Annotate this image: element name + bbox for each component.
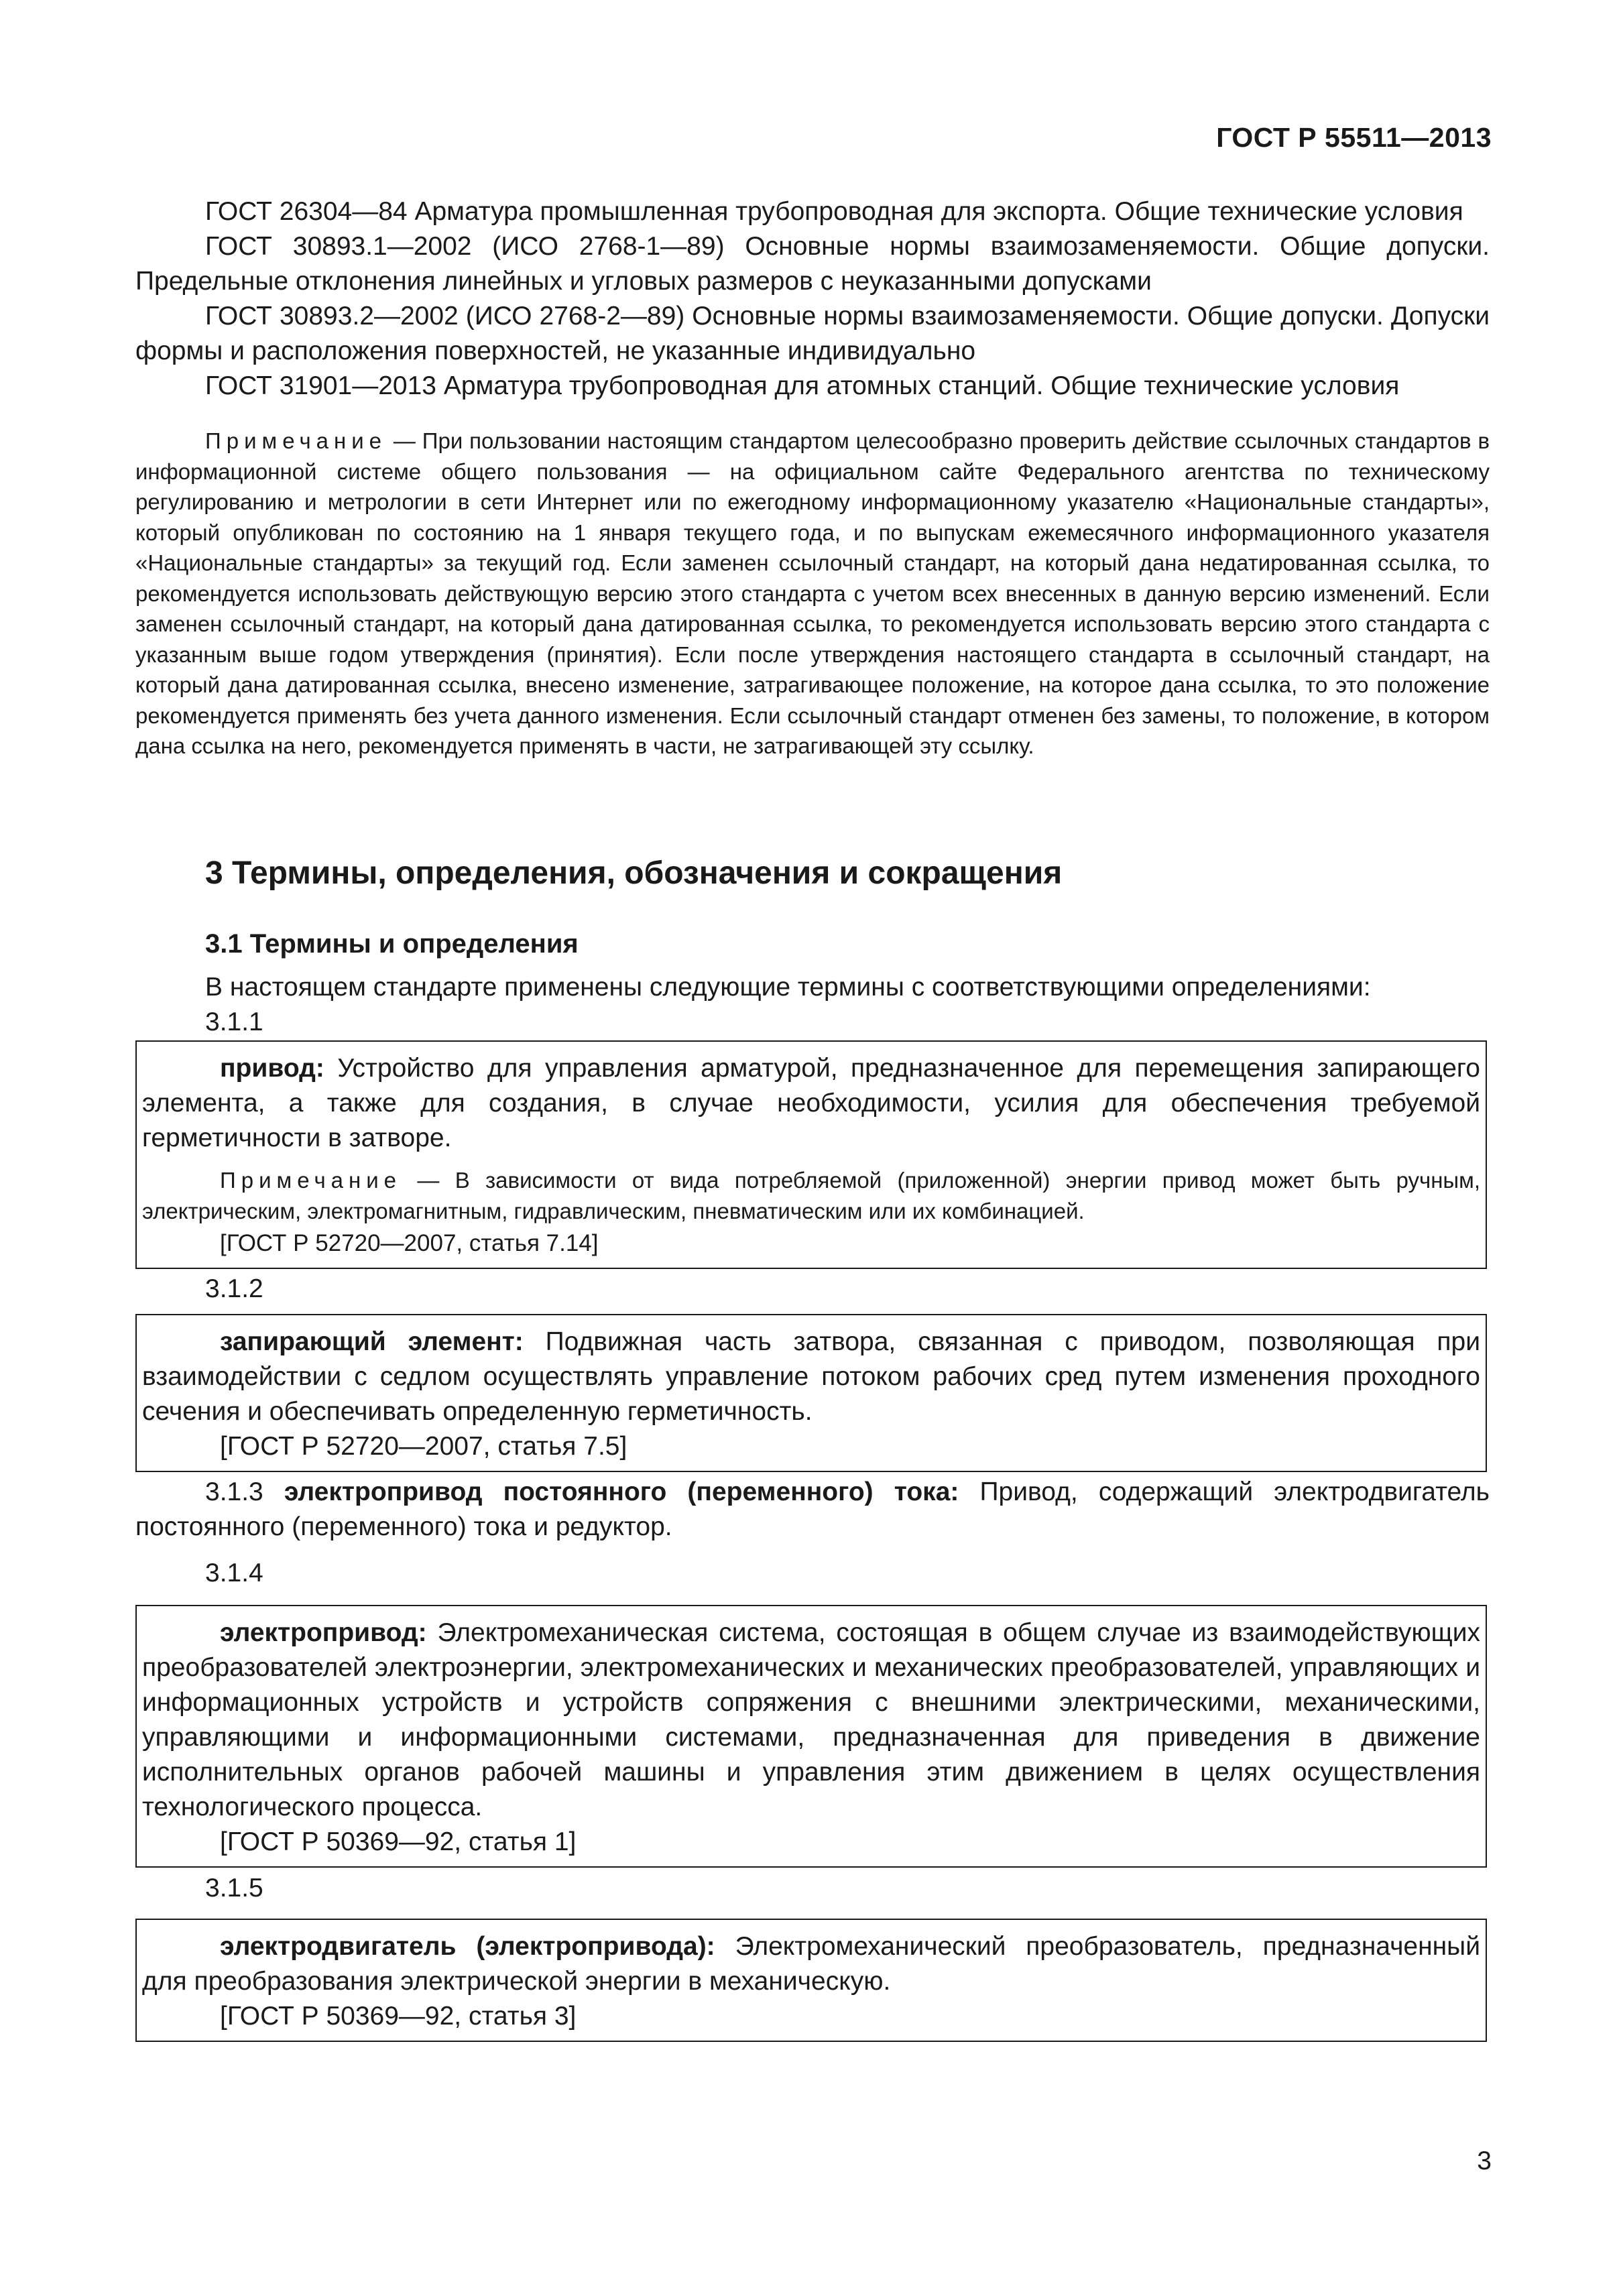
term-name: электропривод постоянного (переменного) тока:: [284, 1477, 959, 1506]
term-number: 3.1.1: [205, 1008, 263, 1036]
term-name: электропривод:: [220, 1618, 427, 1647]
section-intro: В настоящем стандарте применены следующие термины с соответствующими определениями:: [205, 973, 1371, 1002]
term-number: 3.1.2: [205, 1274, 263, 1303]
term-box: [135, 1605, 1487, 1868]
term-name: электродвигатель (электропривода):: [220, 1932, 715, 1961]
term-name: привод:: [220, 1054, 324, 1083]
term-definition: привод: Устройство для управления арматурой, предназначенное для перемещения запирающего элемента, а также для создания, в случае необходимости, усилия для обеспечения требуемой герметичности в затворе.: [142, 1054, 1480, 1152]
note-label: Примечание: [205, 428, 387, 453]
term-note: Примечание — В зависимости от вида потребляемой (приложенной) энергии привод может быть ручным, электрическим, электромагнитным, гидравлическим, пневматическим или их комбинацией.: [142, 1168, 1480, 1223]
term-definition: 3.1.3 электропривод постоянного (переменного) тока: Привод, содержащий электродвигатель постоянного (переменного) тока и редуктор.: [135, 1477, 1490, 1541]
section-title: 3 Термины, определения, обозначения и сокращения: [205, 855, 1063, 891]
term-box: [135, 1919, 1487, 2042]
term-box: [135, 1314, 1487, 1472]
reference-item: ГОСТ 30893.1—2002 (ИСО 2768-1—89) Основные нормы взаимозаменяемости. Общие допуски. Предельные отклонения линейных и угловых размеров с неуказанными допусками: [135, 232, 1490, 296]
term-definition: электродвигатель (электропривода): Электромеханический преобразователь, предназначенный для преобразования электрической энергии в механическую.: [142, 1932, 1480, 1996]
term-inline: [135, 1475, 1490, 1545]
reference-item: ГОСТ 26304—84 Арматура промышленная трубопроводная для экспорта. Общие технические условия: [205, 197, 1463, 226]
document-code: ГОСТ Р 55511—2013: [1216, 122, 1492, 153]
term-source: [ГОСТ Р 50369—92, статья 3]: [220, 2002, 577, 2031]
term-number: 3.1.3: [205, 1477, 263, 1506]
note-text: — При пользовании настоящим стандартом целесообразно проверить действие ссылочных стандартов в информационной системе общего пользования — на официальном сайте Федерального агентства по техническому регулированию и метрологии в сети Интернет или по ежегодному информационному указателю «Национальные стандарты», который опубликован по состоянию на 1 января текущего года, и по выпускам ежемесячного информационного указателя «Национальные стандарты» за текущий год. Если заменен ссылочный стандарт, на который дана недатированная ссылка, то рекомендуется использовать действующую версию этого стандарта с учетом всех внесенных в данную версию изменений. Если заменен ссылочный стандарт, на который дана датированная ссылка, то рекомендуется использовать версию этого стандарта с указанным выше годом утверждения (принятия). Если после утверждения настоящего стандарта в ссылочный стандарт, на который дана датированная ссылка, внесено изменение, затрагивающее положение, на которое дана ссылка, то это положение рекомендуется применять без учета данного изменения. Если ссылочный стандарт отменен без замены, то положение, в котором дана ссылка на него, рекомендуется применять в части, не затрагивающей эту ссылку.: [135, 428, 1490, 758]
page-number: 3: [1477, 2147, 1492, 2175]
term-name: запирающий элемент:: [220, 1327, 524, 1356]
term-number: 3.1.4: [205, 1559, 263, 1587]
term-source: [ГОСТ Р 50369—92, статья 1]: [220, 1827, 577, 1856]
term-definition: электропривод: Электромеханическая система, состоящая в общем случае из взаимодействующих преобразователей электроэнергии, электромеханических и механических преобразователей, управляющих и информационных устройств и устройств сопряжения с внешними электрическими, механическими, управляющими и информационными системами, предназначенная для приведения в движение исполнительных органов рабочей машины и управления этим движением в целях осуществления технологического процесса.: [142, 1618, 1480, 1821]
reference-note: [135, 426, 1490, 762]
term-source: [ГОСТ Р 52720—2007, статья 7.14]: [220, 1230, 599, 1256]
references-list: [135, 194, 1490, 404]
subsection-title: 3.1 Термины и определения: [205, 929, 579, 959]
term-number: 3.1.5: [205, 1874, 263, 1902]
reference-item: ГОСТ 30893.2—2002 (ИСО 2768-2—89) Основные нормы взаимозаменяемости. Общие допуски. Допуски формы и расположения поверхностей, не указанные индивидуально: [135, 302, 1490, 365]
term-box: [135, 1040, 1487, 1269]
term-source: [ГОСТ Р 52720—2007, статья 7.5]: [220, 1432, 627, 1461]
reference-item: ГОСТ 31901—2013 Арматура трубопроводная для атомных станций. Общие технические условия: [205, 371, 1400, 400]
term-definition: запирающий элемент: Подвижная часть затвора, связанная с приводом, позволяющая при взаимодействии с седлом осуществлять управление потоком рабочих сред путем изменения проходного сечения и обеспечивать определенную герметичность.: [142, 1327, 1480, 1426]
